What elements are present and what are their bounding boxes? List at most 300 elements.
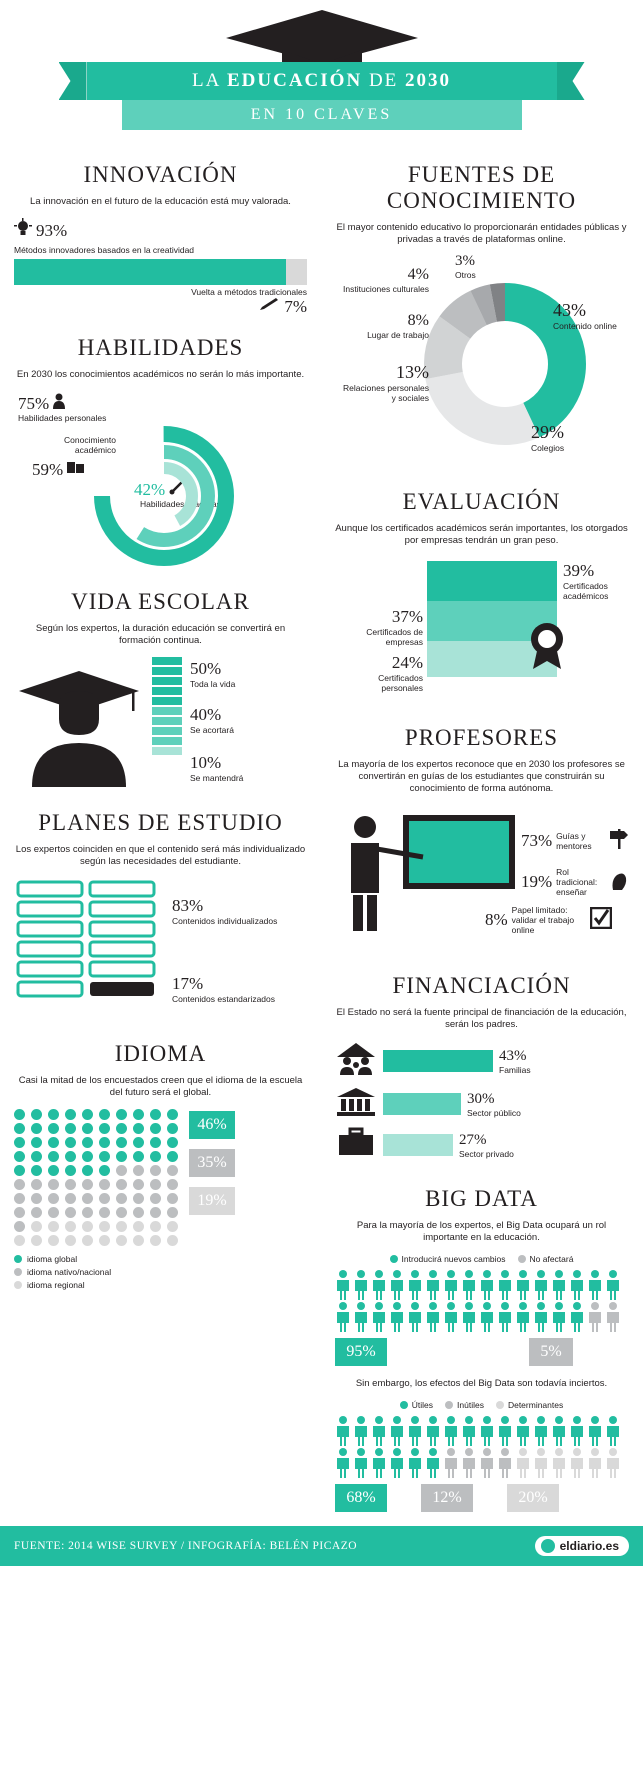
head-idea-icon — [610, 870, 628, 895]
profesores-label-2: Rol tradicional: enseñar — [556, 867, 598, 897]
person-icon — [479, 1416, 495, 1446]
left-column — [0, 148, 321, 1516]
idioma-dot — [31, 1193, 42, 1204]
idioma-dot — [82, 1109, 93, 1120]
lightbulb-icon — [14, 218, 32, 243]
person-icon — [353, 1302, 369, 1332]
habilidades-label-2: Conocimiento académico — [64, 435, 116, 455]
person-icon — [515, 1416, 531, 1446]
idioma-value-1: 46% — [189, 1111, 235, 1139]
person-icon — [389, 1270, 405, 1300]
habilidades-lead: En 2030 los conocimientos académicos no serán lo más importante. — [16, 369, 305, 380]
fuentes-label-4: Lugar de trabajo — [367, 330, 429, 340]
planes-value-2: 17% — [172, 974, 204, 993]
person-icon — [371, 1302, 387, 1332]
idioma-dot — [65, 1207, 76, 1218]
idioma-dot — [48, 1193, 59, 1204]
idioma-dot — [116, 1179, 127, 1190]
person-icon — [407, 1448, 423, 1478]
idioma-dot — [14, 1137, 25, 1148]
title-pre: LA — [191, 70, 227, 91]
person-icon — [371, 1416, 387, 1446]
person-icon — [533, 1302, 549, 1332]
pencil-icon — [260, 298, 280, 317]
person-icon — [569, 1270, 585, 1300]
person-icon — [425, 1270, 441, 1300]
idioma-dot — [133, 1207, 144, 1218]
profesores-label-1: Guías y mentores — [556, 830, 592, 851]
family-icon — [335, 1041, 377, 1080]
person-icon — [515, 1302, 531, 1332]
person-icon — [497, 1448, 513, 1478]
section-bigdata — [321, 1186, 642, 1516]
idioma-dot — [31, 1151, 42, 1162]
idioma-title: IDIOMA — [114, 1041, 207, 1066]
idioma-dot — [150, 1165, 161, 1176]
idioma-dot — [116, 1137, 127, 1148]
section-innovacion — [0, 162, 321, 321]
idioma-dot — [133, 1151, 144, 1162]
idioma-dot — [116, 1207, 127, 1218]
idioma-dot — [99, 1207, 110, 1218]
idioma-dot — [65, 1109, 76, 1120]
subtitle-ribbon: EN 10 CLAVES — [122, 100, 522, 130]
person-icon — [587, 1416, 603, 1446]
fuentes-label-1: Contenido online — [553, 321, 617, 331]
habilidades-rings-chart — [74, 401, 274, 576]
idioma-dot — [48, 1207, 59, 1218]
idioma-dot — [116, 1151, 127, 1162]
person-icon — [353, 1270, 369, 1300]
idioma-dot — [116, 1123, 127, 1134]
innovacion-label-2: Vuelta a métodos tradicionales — [191, 287, 307, 297]
book-stack-icon — [14, 878, 164, 1023]
financiacion-lead: El Estado no será la fuente principal de financiación de la educación, serán los padres. — [336, 1007, 627, 1030]
graduate-silhouette-icon — [14, 657, 144, 792]
innovacion-item-1 — [14, 218, 307, 243]
idioma-dot — [48, 1137, 59, 1148]
idioma-legend-1: idioma global — [27, 1254, 78, 1264]
person-icon — [407, 1416, 423, 1446]
person-icon — [335, 1270, 351, 1300]
person-icon — [551, 1270, 567, 1300]
person-icon — [569, 1416, 585, 1446]
person-icon — [605, 1270, 621, 1300]
financiacion-label-1: Familias — [499, 1064, 531, 1075]
idioma-dot — [48, 1221, 59, 1232]
profesores-title: PROFESORES — [404, 725, 559, 750]
person-icon — [425, 1448, 441, 1478]
brand-label: eldiario.es — [559, 1539, 619, 1553]
idioma-dot — [82, 1235, 93, 1246]
person-icon — [551, 1448, 567, 1478]
idioma-legend-3: idioma regional — [27, 1280, 85, 1290]
profesores-label-3: Papel limitado: validar el trabajo online — [511, 905, 575, 935]
idioma-dot — [82, 1221, 93, 1232]
profesores-value-3: 8% — [485, 910, 508, 929]
evaluacion-label-3: Certificados personales — [378, 673, 423, 693]
idioma-dot — [14, 1221, 25, 1232]
fuentes-title-1: FUENTES DE — [407, 162, 556, 187]
person-icon — [569, 1302, 585, 1332]
idioma-dot — [167, 1165, 178, 1176]
profesores-lead: La mayoría de los expertos reconoce que en 2030 los profesores se convertirán en guías de los estudiantes que construirán su conocimiento de forma autónoma. — [338, 759, 625, 794]
section-planes — [0, 810, 321, 1027]
person-icon — [335, 1448, 351, 1478]
bigdata-value-2: 5% — [529, 1338, 573, 1366]
idioma-dot — [48, 1235, 59, 1246]
idioma-dot — [99, 1193, 110, 1204]
idioma-dot — [99, 1165, 110, 1176]
footer-source: FUENTE: 2014 WISE SURVEY / INFOGRAFÍA: BELÉN PICAZO — [14, 1540, 358, 1552]
vida-value-2: 40% — [190, 705, 222, 724]
idioma-dot — [116, 1109, 127, 1120]
idioma-dot — [133, 1221, 144, 1232]
idioma-dot — [150, 1123, 161, 1134]
vida-lead: Según los expertos, la duración educación se convertirá en formación continua. — [35, 623, 286, 646]
person-icon — [497, 1416, 513, 1446]
bigdata-legend-2-b: Inútiles — [457, 1400, 484, 1410]
fuentes-donut-chart — [405, 264, 605, 464]
briefcase-icon — [335, 1127, 377, 1162]
person-icon — [587, 1448, 603, 1478]
vida-label-2: Se acortará — [190, 725, 234, 735]
idioma-dot — [150, 1179, 161, 1190]
section-fuentes — [321, 162, 642, 475]
planes-label-2: Contenidos estandarizados — [172, 994, 276, 1004]
fuentes-label-3: Relaciones personales y sociales — [343, 383, 429, 403]
evaluacion-title: EVALUACIÓN — [402, 489, 561, 514]
person-icon — [407, 1270, 423, 1300]
idioma-dot-matrix — [14, 1109, 181, 1246]
idioma-dot — [167, 1221, 178, 1232]
bigdata-value-3: 68% — [335, 1484, 387, 1512]
financiacion-row-2 — [335, 1086, 628, 1121]
fuentes-lead: El mayor contenido educativo lo proporcionarán entidades públicas y privadas a través de plataformas online. — [336, 222, 627, 245]
bigdata-people-chart-2 — [335, 1416, 628, 1478]
bigdata-value-1: 95% — [335, 1338, 387, 1366]
fuentes-title-2: CONOCIMIENTO — [386, 188, 577, 213]
idioma-dot — [14, 1165, 25, 1176]
habilidades-value-1: 75% — [18, 393, 50, 413]
profesores-value-2: 19% — [521, 872, 553, 891]
person-icon — [533, 1448, 549, 1478]
financiacion-row-1 — [335, 1041, 628, 1080]
bigdata-legend-1-b: No afectará — [529, 1254, 574, 1264]
bigdata-people-chart-1 — [335, 1270, 628, 1332]
bigdata-legend-2-a: Útiles — [411, 1400, 434, 1410]
idioma-dot — [82, 1165, 93, 1176]
idioma-dot — [167, 1179, 178, 1190]
evaluacion-label-1: Certificados académicos — [563, 581, 609, 601]
person-icon — [533, 1270, 549, 1300]
person-icon — [587, 1270, 603, 1300]
vida-title: VIDA ESCOLAR — [71, 589, 250, 614]
evaluacion-label-2: Certificados de empresas — [366, 627, 423, 647]
idioma-dot — [82, 1151, 93, 1162]
bigdata-title: BIG DATA — [425, 1186, 538, 1211]
person-icon — [515, 1448, 531, 1478]
habilidades-value-3: 42% — [134, 479, 166, 499]
habilidades-label-3: Habilidades prácticas — [140, 499, 221, 509]
fuentes-value-6: 3% — [455, 253, 475, 269]
vida-label-1: Toda la vida — [190, 679, 236, 689]
idioma-value-2: 35% — [189, 1149, 235, 1177]
fuentes-label-5: Instituciones culturales — [343, 284, 429, 294]
idioma-dot — [167, 1193, 178, 1204]
idioma-dot — [133, 1235, 144, 1246]
idioma-dot — [150, 1151, 161, 1162]
person-icon — [533, 1416, 549, 1446]
idioma-dot — [48, 1165, 59, 1176]
section-financiacion — [321, 973, 642, 1172]
person-icon — [443, 1302, 459, 1332]
evaluacion-lead: Aunque los certificados académicos serán importantes, los otorgados por empresas tendrán un gran peso. — [335, 523, 628, 546]
idioma-dot — [31, 1109, 42, 1120]
idioma-dot — [14, 1193, 25, 1204]
header — [0, 0, 643, 148]
idioma-dot — [65, 1179, 76, 1190]
idioma-dot — [31, 1207, 42, 1218]
financiacion-label-3: Sector privado — [459, 1148, 514, 1159]
footer — [0, 1526, 643, 1566]
person-icon — [461, 1416, 477, 1446]
title-year: 2030 — [405, 70, 452, 91]
idioma-legend — [14, 1254, 307, 1290]
idioma-dot — [133, 1179, 144, 1190]
person-icon — [515, 1270, 531, 1300]
person-icon — [353, 1448, 369, 1478]
person-icon — [605, 1416, 621, 1446]
idioma-dot — [133, 1109, 144, 1120]
idioma-value-3: 19% — [189, 1187, 235, 1215]
idioma-dot — [150, 1235, 161, 1246]
section-habilidades — [0, 335, 321, 575]
idioma-dot — [167, 1151, 178, 1162]
idioma-dot — [99, 1151, 110, 1162]
section-profesores — [321, 725, 642, 959]
idioma-dot — [150, 1207, 161, 1218]
idioma-dot — [82, 1193, 93, 1204]
title-bold: EDUCACIÓN — [227, 70, 363, 91]
bigdata-legend-1-a: Introducirá nuevos cambios — [401, 1254, 506, 1264]
bigdata-legend-1 — [335, 1254, 628, 1264]
idioma-dot — [133, 1165, 144, 1176]
innovacion-value-2: 7% — [284, 297, 307, 316]
idioma-dot — [167, 1123, 178, 1134]
idioma-dot — [150, 1193, 161, 1204]
person-icon — [389, 1302, 405, 1332]
person-icon — [425, 1416, 441, 1446]
idioma-lead: Casi la mitad de los encuestados creen que el idioma de la escuela del futuro será el global. — [18, 1075, 303, 1098]
person-icon — [335, 1302, 351, 1332]
idioma-dot — [14, 1207, 25, 1218]
idioma-dot — [31, 1221, 42, 1232]
profesores-value-1: 73% — [521, 830, 553, 850]
evaluacion-value-3: 24% — [391, 653, 423, 672]
person-icon — [407, 1302, 423, 1332]
habilidades-label-1: Habilidades personales — [18, 413, 107, 423]
fuentes-value-2: 29% — [531, 422, 564, 442]
planes-label-1: Contenidos individualizados — [172, 916, 278, 926]
idioma-dot — [133, 1137, 144, 1148]
idioma-legend-2: idioma nativo/nacional — [27, 1267, 112, 1277]
fuentes-value-3: 13% — [396, 362, 429, 382]
idioma-dot — [31, 1123, 42, 1134]
financiacion-value-3: 27% — [459, 1131, 487, 1148]
fuentes-label-6: Otros — [455, 270, 476, 280]
checkbox-icon — [590, 907, 612, 934]
planes-title: PLANES DE ESTUDIO — [38, 810, 283, 835]
idioma-dot — [116, 1221, 127, 1232]
fuentes-label-2: Colegios — [531, 443, 565, 453]
idioma-dot — [167, 1235, 178, 1246]
idioma-dot — [65, 1151, 76, 1162]
vida-label-3: Se mantendrá — [190, 773, 244, 783]
bigdata-value-4: 12% — [421, 1484, 473, 1512]
evaluacion-value-1: 39% — [563, 561, 595, 580]
person-icon — [479, 1448, 495, 1478]
right-column — [321, 148, 642, 1516]
habilidades-value-2: 59% — [32, 459, 64, 479]
planes-value-1: 83% — [172, 896, 204, 915]
fuentes-value-1: 43% — [553, 300, 586, 320]
idioma-dot — [99, 1137, 110, 1148]
brand-dot-icon — [541, 1539, 555, 1553]
idioma-dot — [82, 1137, 93, 1148]
person-icon — [461, 1448, 477, 1478]
idioma-dot — [150, 1109, 161, 1120]
person-icon — [443, 1270, 459, 1300]
person-icon — [551, 1302, 567, 1332]
idioma-dot — [133, 1123, 144, 1134]
idioma-dot — [99, 1123, 110, 1134]
idioma-dot — [99, 1235, 110, 1246]
brand-logo[interactable] — [535, 1536, 629, 1556]
bigdata-value-5: 20% — [507, 1484, 559, 1512]
idioma-dot — [167, 1109, 178, 1120]
person-icon — [335, 1416, 351, 1446]
bigdata-lead: Para la mayoría de los expertos, el Big Data ocupará un rol importante en la educación. — [356, 1220, 607, 1243]
title-mid: DE — [362, 70, 406, 91]
idioma-dot — [14, 1179, 25, 1190]
idioma-dot — [167, 1207, 178, 1218]
person-icon — [479, 1302, 495, 1332]
idioma-dot — [116, 1165, 127, 1176]
idioma-dot — [65, 1235, 76, 1246]
idioma-dot — [65, 1123, 76, 1134]
fuentes-value-4: 8% — [407, 312, 429, 329]
vida-value-3: 10% — [190, 753, 222, 772]
financiacion-row-3 — [335, 1127, 628, 1162]
person-icon — [443, 1416, 459, 1446]
idioma-dot — [116, 1193, 127, 1204]
idioma-dot — [65, 1137, 76, 1148]
financiacion-label-2: Sector público — [467, 1107, 521, 1118]
idioma-dot — [14, 1109, 25, 1120]
idioma-dot — [65, 1165, 76, 1176]
person-icon — [461, 1270, 477, 1300]
idioma-dot — [116, 1235, 127, 1246]
financiacion-value-1: 43% — [499, 1047, 527, 1064]
medal-icon — [525, 621, 569, 674]
idioma-dot — [99, 1221, 110, 1232]
idioma-dot — [65, 1221, 76, 1232]
person-icon — [605, 1448, 621, 1478]
idioma-dot — [31, 1235, 42, 1246]
bigdata-legend-2-c: Determinantes — [507, 1400, 564, 1410]
idioma-dot — [14, 1151, 25, 1162]
person-icon — [569, 1448, 585, 1478]
innovacion-value-1: 93% — [36, 220, 68, 240]
idioma-dot — [133, 1193, 144, 1204]
person-icon — [497, 1302, 513, 1332]
idioma-dot — [31, 1137, 42, 1148]
idioma-dot — [150, 1221, 161, 1232]
idioma-dot — [31, 1179, 42, 1190]
vida-ladder-chart — [152, 657, 182, 757]
innovacion-lead: La innovación en el futuro de la educación está muy valorada. — [30, 196, 291, 207]
idioma-dot — [150, 1137, 161, 1148]
section-evaluacion — [321, 489, 642, 711]
person-icon — [587, 1302, 603, 1332]
person-icon — [497, 1270, 513, 1300]
financiacion-title: FINANCIACIÓN — [392, 973, 571, 998]
person-icon — [425, 1302, 441, 1332]
vida-value-1: 50% — [190, 659, 222, 678]
innovacion-title: INNOVACIÓN — [83, 162, 238, 187]
planes-lead: Los expertos coinciden en que el contenido será más individualizado según las necesidades del estudiante. — [15, 844, 306, 867]
person-icon — [389, 1416, 405, 1446]
habilidades-title: HABILIDADES — [77, 335, 244, 360]
bigdata-legend-2 — [335, 1400, 628, 1410]
person-icon — [605, 1302, 621, 1332]
bank-icon — [335, 1086, 377, 1121]
idioma-dot — [14, 1123, 25, 1134]
person-icon — [371, 1448, 387, 1478]
person-icon — [353, 1416, 369, 1446]
bigdata-lead-2: Sin embargo, los efectos del Big Data son todavía inciertos. — [355, 1378, 608, 1389]
idioma-dot — [82, 1207, 93, 1218]
person-icon — [461, 1302, 477, 1332]
person-icon — [52, 393, 66, 414]
title-ribbon — [87, 62, 557, 100]
idioma-dot — [99, 1109, 110, 1120]
idioma-dot — [82, 1123, 93, 1134]
idioma-dot — [48, 1123, 59, 1134]
section-idioma — [0, 1041, 321, 1297]
financiacion-value-2: 30% — [467, 1090, 495, 1107]
idioma-dot — [167, 1137, 178, 1148]
idioma-dot — [82, 1179, 93, 1190]
person-icon — [479, 1270, 495, 1300]
person-icon — [551, 1416, 567, 1446]
section-vida-escolar — [0, 589, 321, 796]
person-icon — [389, 1448, 405, 1478]
evaluacion-value-2: 37% — [391, 607, 423, 626]
main-columns — [0, 148, 643, 1516]
signpost-icon — [610, 827, 628, 854]
idioma-dot — [48, 1109, 59, 1120]
person-icon — [443, 1448, 459, 1478]
idioma-dot — [48, 1179, 59, 1190]
person-icon — [371, 1270, 387, 1300]
innovacion-bar — [14, 259, 307, 285]
idioma-dot — [65, 1193, 76, 1204]
idioma-dot — [99, 1179, 110, 1190]
innovacion-label-1: Métodos innovadores basados en la creatividad — [14, 245, 195, 255]
idioma-dot — [31, 1165, 42, 1176]
